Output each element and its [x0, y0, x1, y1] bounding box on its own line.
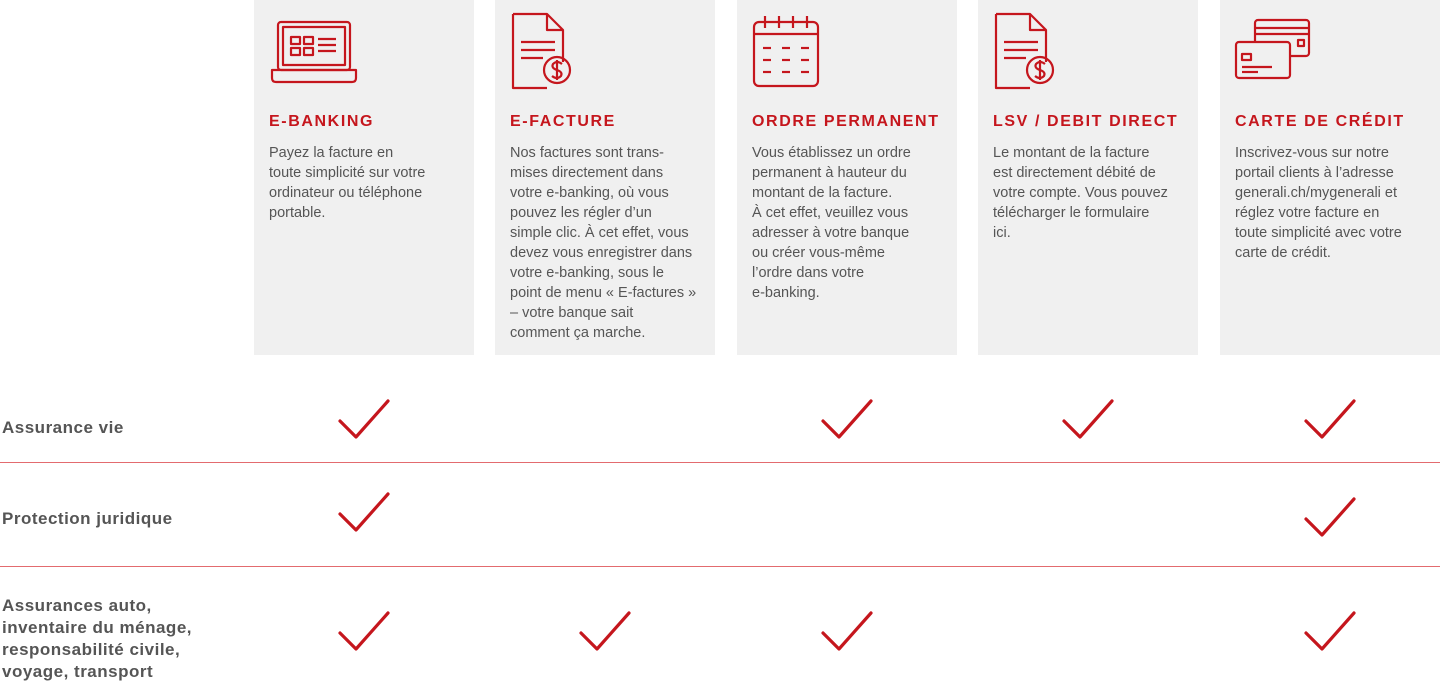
- checkmark-icon: [1303, 398, 1357, 442]
- method-description: Payez la facture en toute simplicité sur votre ordinateur ou téléphone portable.: [269, 145, 426, 221]
- card-e-banking: [254, 0, 474, 355]
- card-carte-de-credit: [1220, 0, 1440, 355]
- credit-cards-icon: [1234, 12, 1330, 92]
- checkmark-icon: [337, 491, 391, 535]
- card-e-facture: [495, 0, 715, 355]
- card-ordre-permanent: [737, 0, 957, 355]
- invoice-dollar-icon: [992, 12, 1088, 92]
- method-description: Inscrivez-vous sur notre portail clients à l’adresse generali.ch/mygenerali et réglez votre facture en toute simplicité avec votre carte de crédit.: [1235, 145, 1402, 261]
- method-title: LSV / DEBIT DIRECT: [993, 113, 1179, 130]
- card-lsv-debit-direct: [978, 0, 1198, 355]
- checkmark-icon: [337, 610, 391, 654]
- checkmark-icon: [1061, 398, 1115, 442]
- method-title: E-BANKING: [269, 113, 375, 130]
- checkmark-icon: [820, 610, 874, 654]
- row-label-assurances-auto: Assurances auto, inventaire du ménage, responsabilité civile, voyage, transport: [2, 596, 192, 681]
- checkmark-icon: [337, 398, 391, 442]
- calendar-icon: [751, 12, 847, 92]
- method-description: Nos factures sont trans- mises directement dans votre e-banking, où vous pouvez les régler d’un simple clic. À cet effet, vous devez vous enregistrer dans votre e-banking, sous le point de menu « E-factures » – votre banque sait comment ça marche.: [510, 145, 697, 341]
- method-title: E-FACTURE: [510, 113, 616, 130]
- checkmark-icon: [1303, 610, 1357, 654]
- row-divider: [0, 566, 1440, 567]
- row-divider: [0, 462, 1440, 463]
- checkmark-icon: [1303, 496, 1357, 540]
- method-title: CARTE DE CRÉDIT: [1235, 113, 1405, 130]
- row-label-assurance-vie: Assurance vie: [2, 418, 124, 437]
- method-description: Le montant de la facture est directement débité de votre compte. Vous pouvez télécharger le formulaire ici.: [993, 145, 1168, 241]
- laptop-icon: [268, 12, 364, 92]
- invoice-dollar-icon: [509, 12, 605, 92]
- checkmark-icon: [820, 398, 874, 442]
- method-title: ORDRE PERMANENT: [752, 113, 940, 130]
- method-description: Vous établissez un ordre permanent à hauteur du montant de la facture. À cet effet, veuillez vous adresser à votre banque ou créer vous-même l’ordre dans votre e-banking.: [752, 145, 911, 301]
- checkmark-icon: [578, 610, 632, 654]
- row-label-protection-juridique: Protection juridique: [2, 509, 173, 528]
